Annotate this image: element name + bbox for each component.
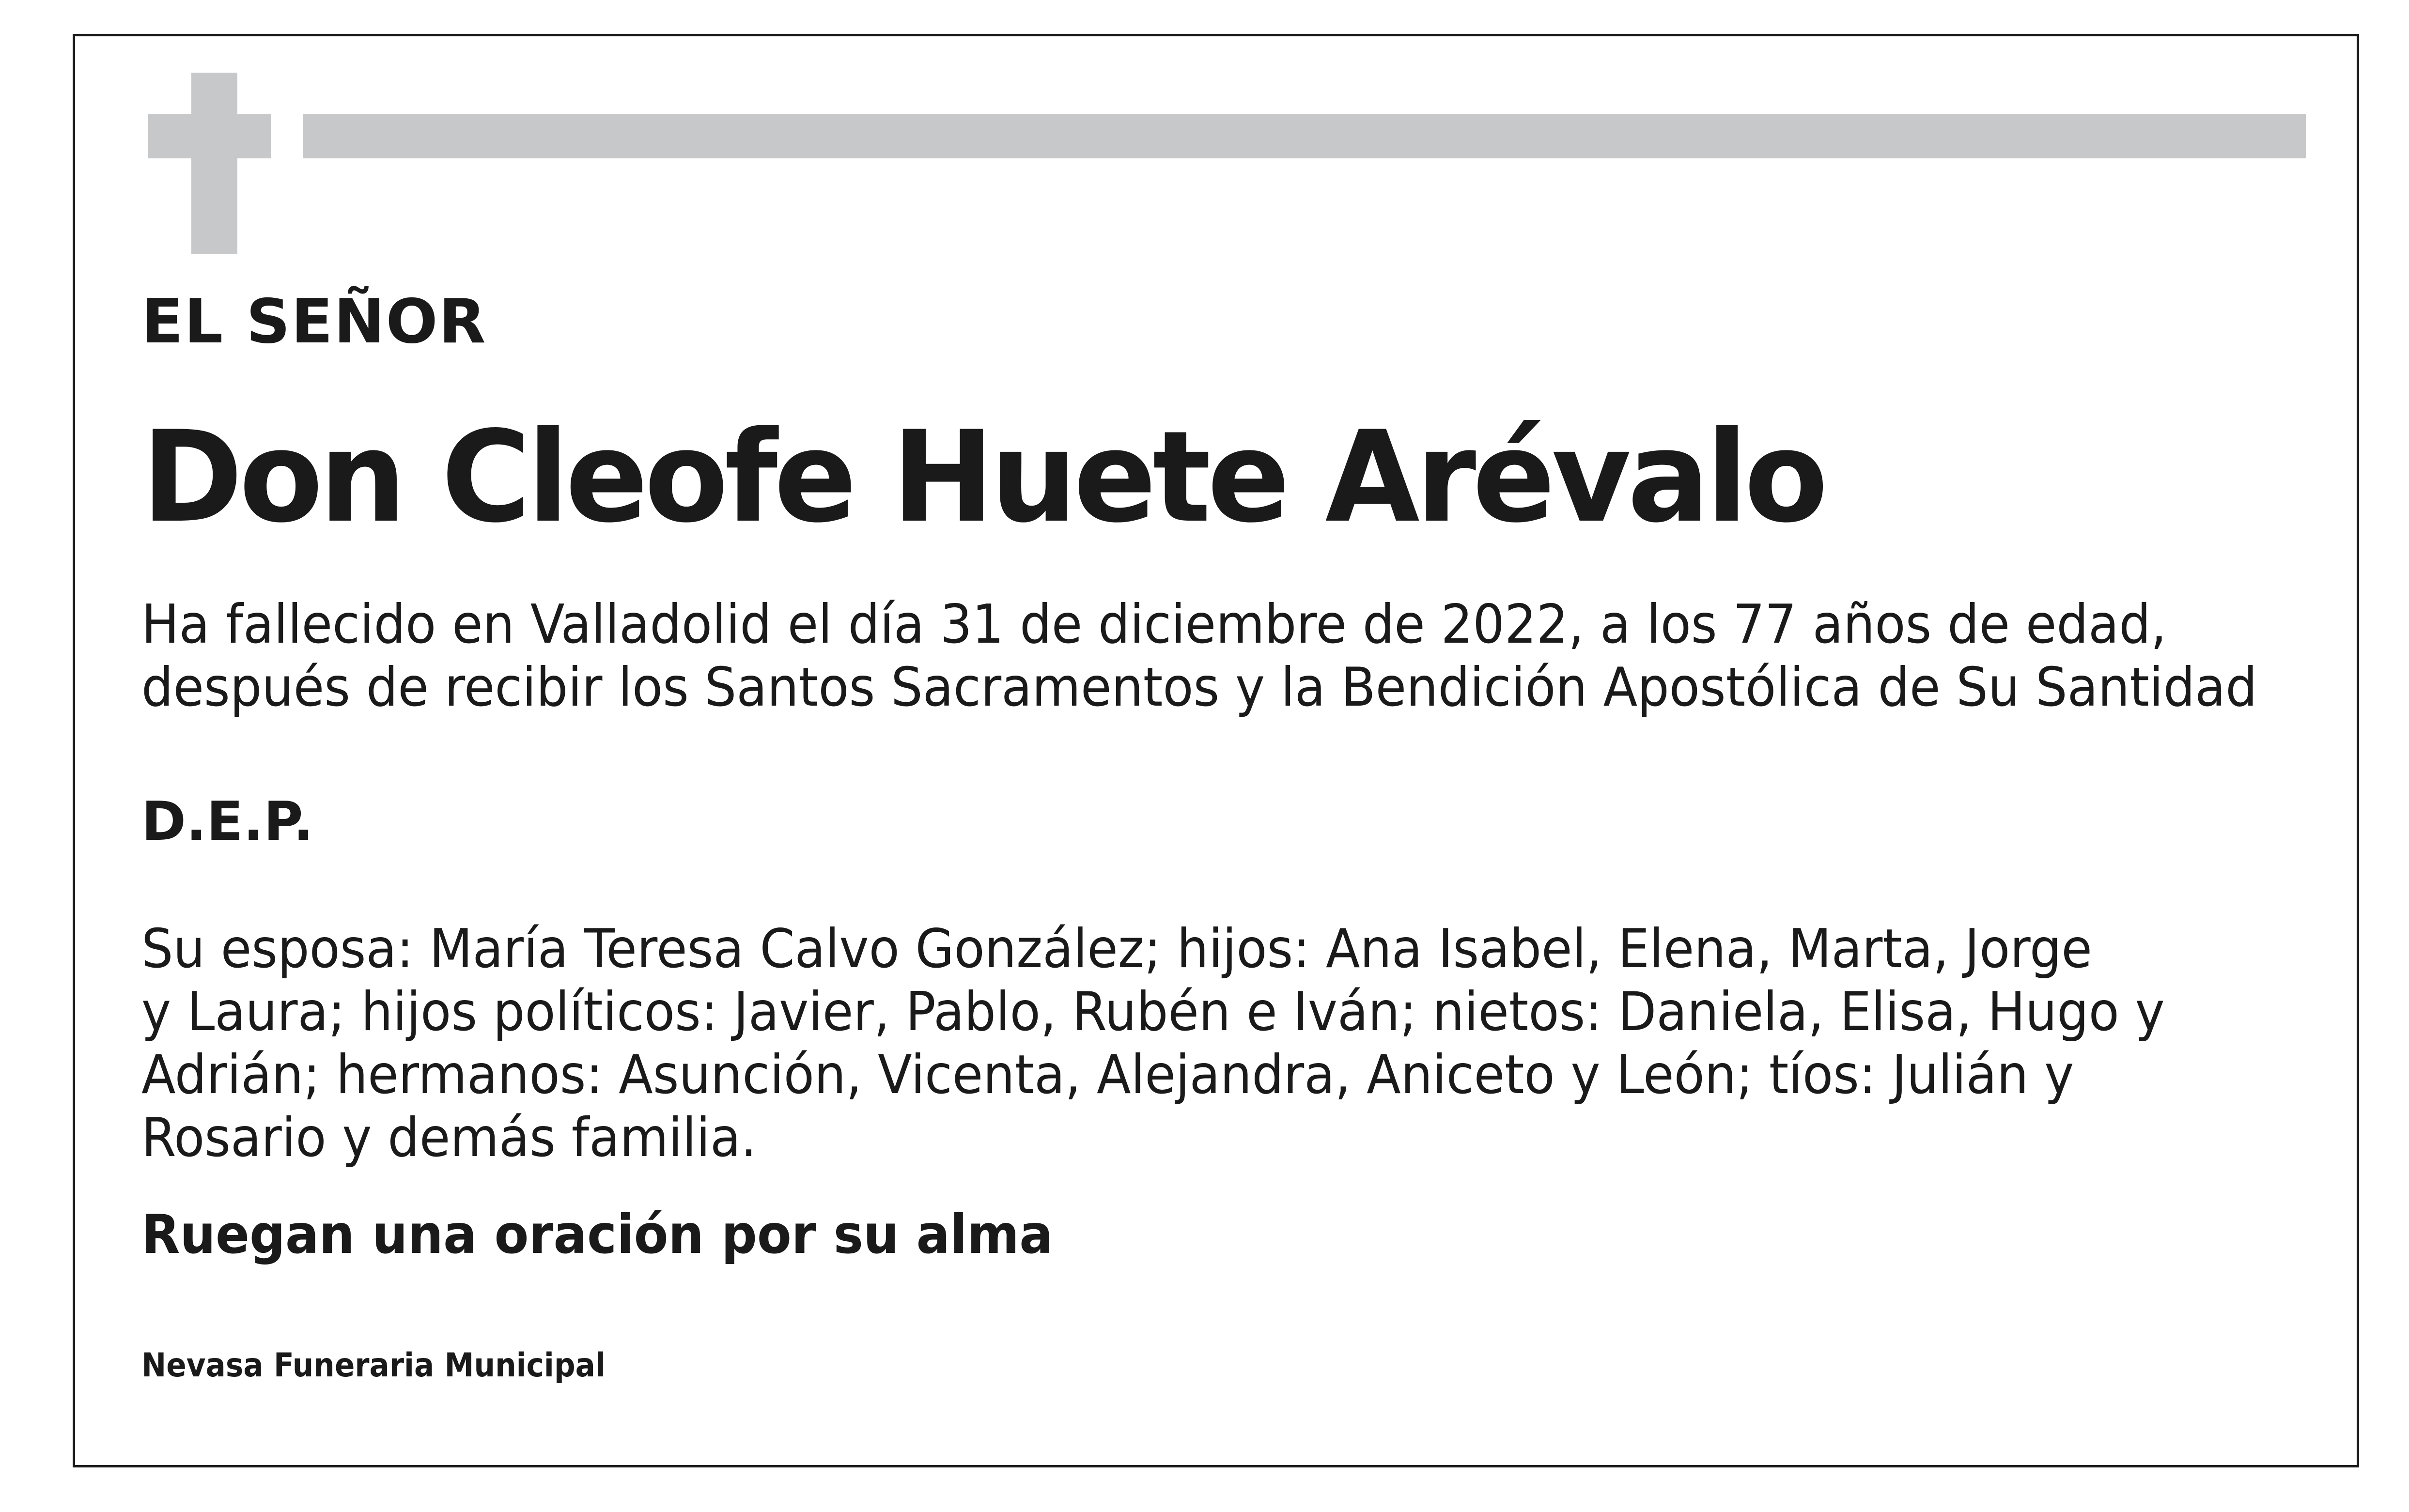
death-line: Ha fallecido en Valladolid el día 31 de diciembre de 2022, a los 77 años de edad, [141, 593, 2167, 656]
cross-icon-arm [148, 114, 271, 158]
prayer-line: Ruegan una oración por su alma [141, 1203, 1053, 1266]
family-line: Rosario y demás familia. [141, 1107, 757, 1169]
dep-label: D.E.P. [141, 790, 314, 853]
deceased-name: Don Cleofe Huete Arévalo [141, 404, 1825, 551]
header-rule [303, 114, 2306, 158]
cross-icon [191, 73, 237, 254]
family-line: y Laura; hijos políticos: Javier, Pablo, Rubén e Iván; nietos: Daniela, Elisa, Hugo y [141, 981, 2165, 1043]
funeral-home: Nevasa Funeraria Municipal [141, 1346, 606, 1385]
family-line: Su esposa: María Teresa Calvo González; hijos: Ana Isabel, Elena, Marta, Jorge [141, 918, 2092, 980]
title-prefix: EL SEÑOR [141, 286, 487, 357]
family-line: Adrián; hermanos: Asunción, Vicenta, Alejandra, Aniceto y León; tíos: Julián y [141, 1044, 2074, 1106]
death-line: después de recibir los Santos Sacramentos y la Bendición Apostólica de Su Santidad [141, 656, 2257, 719]
